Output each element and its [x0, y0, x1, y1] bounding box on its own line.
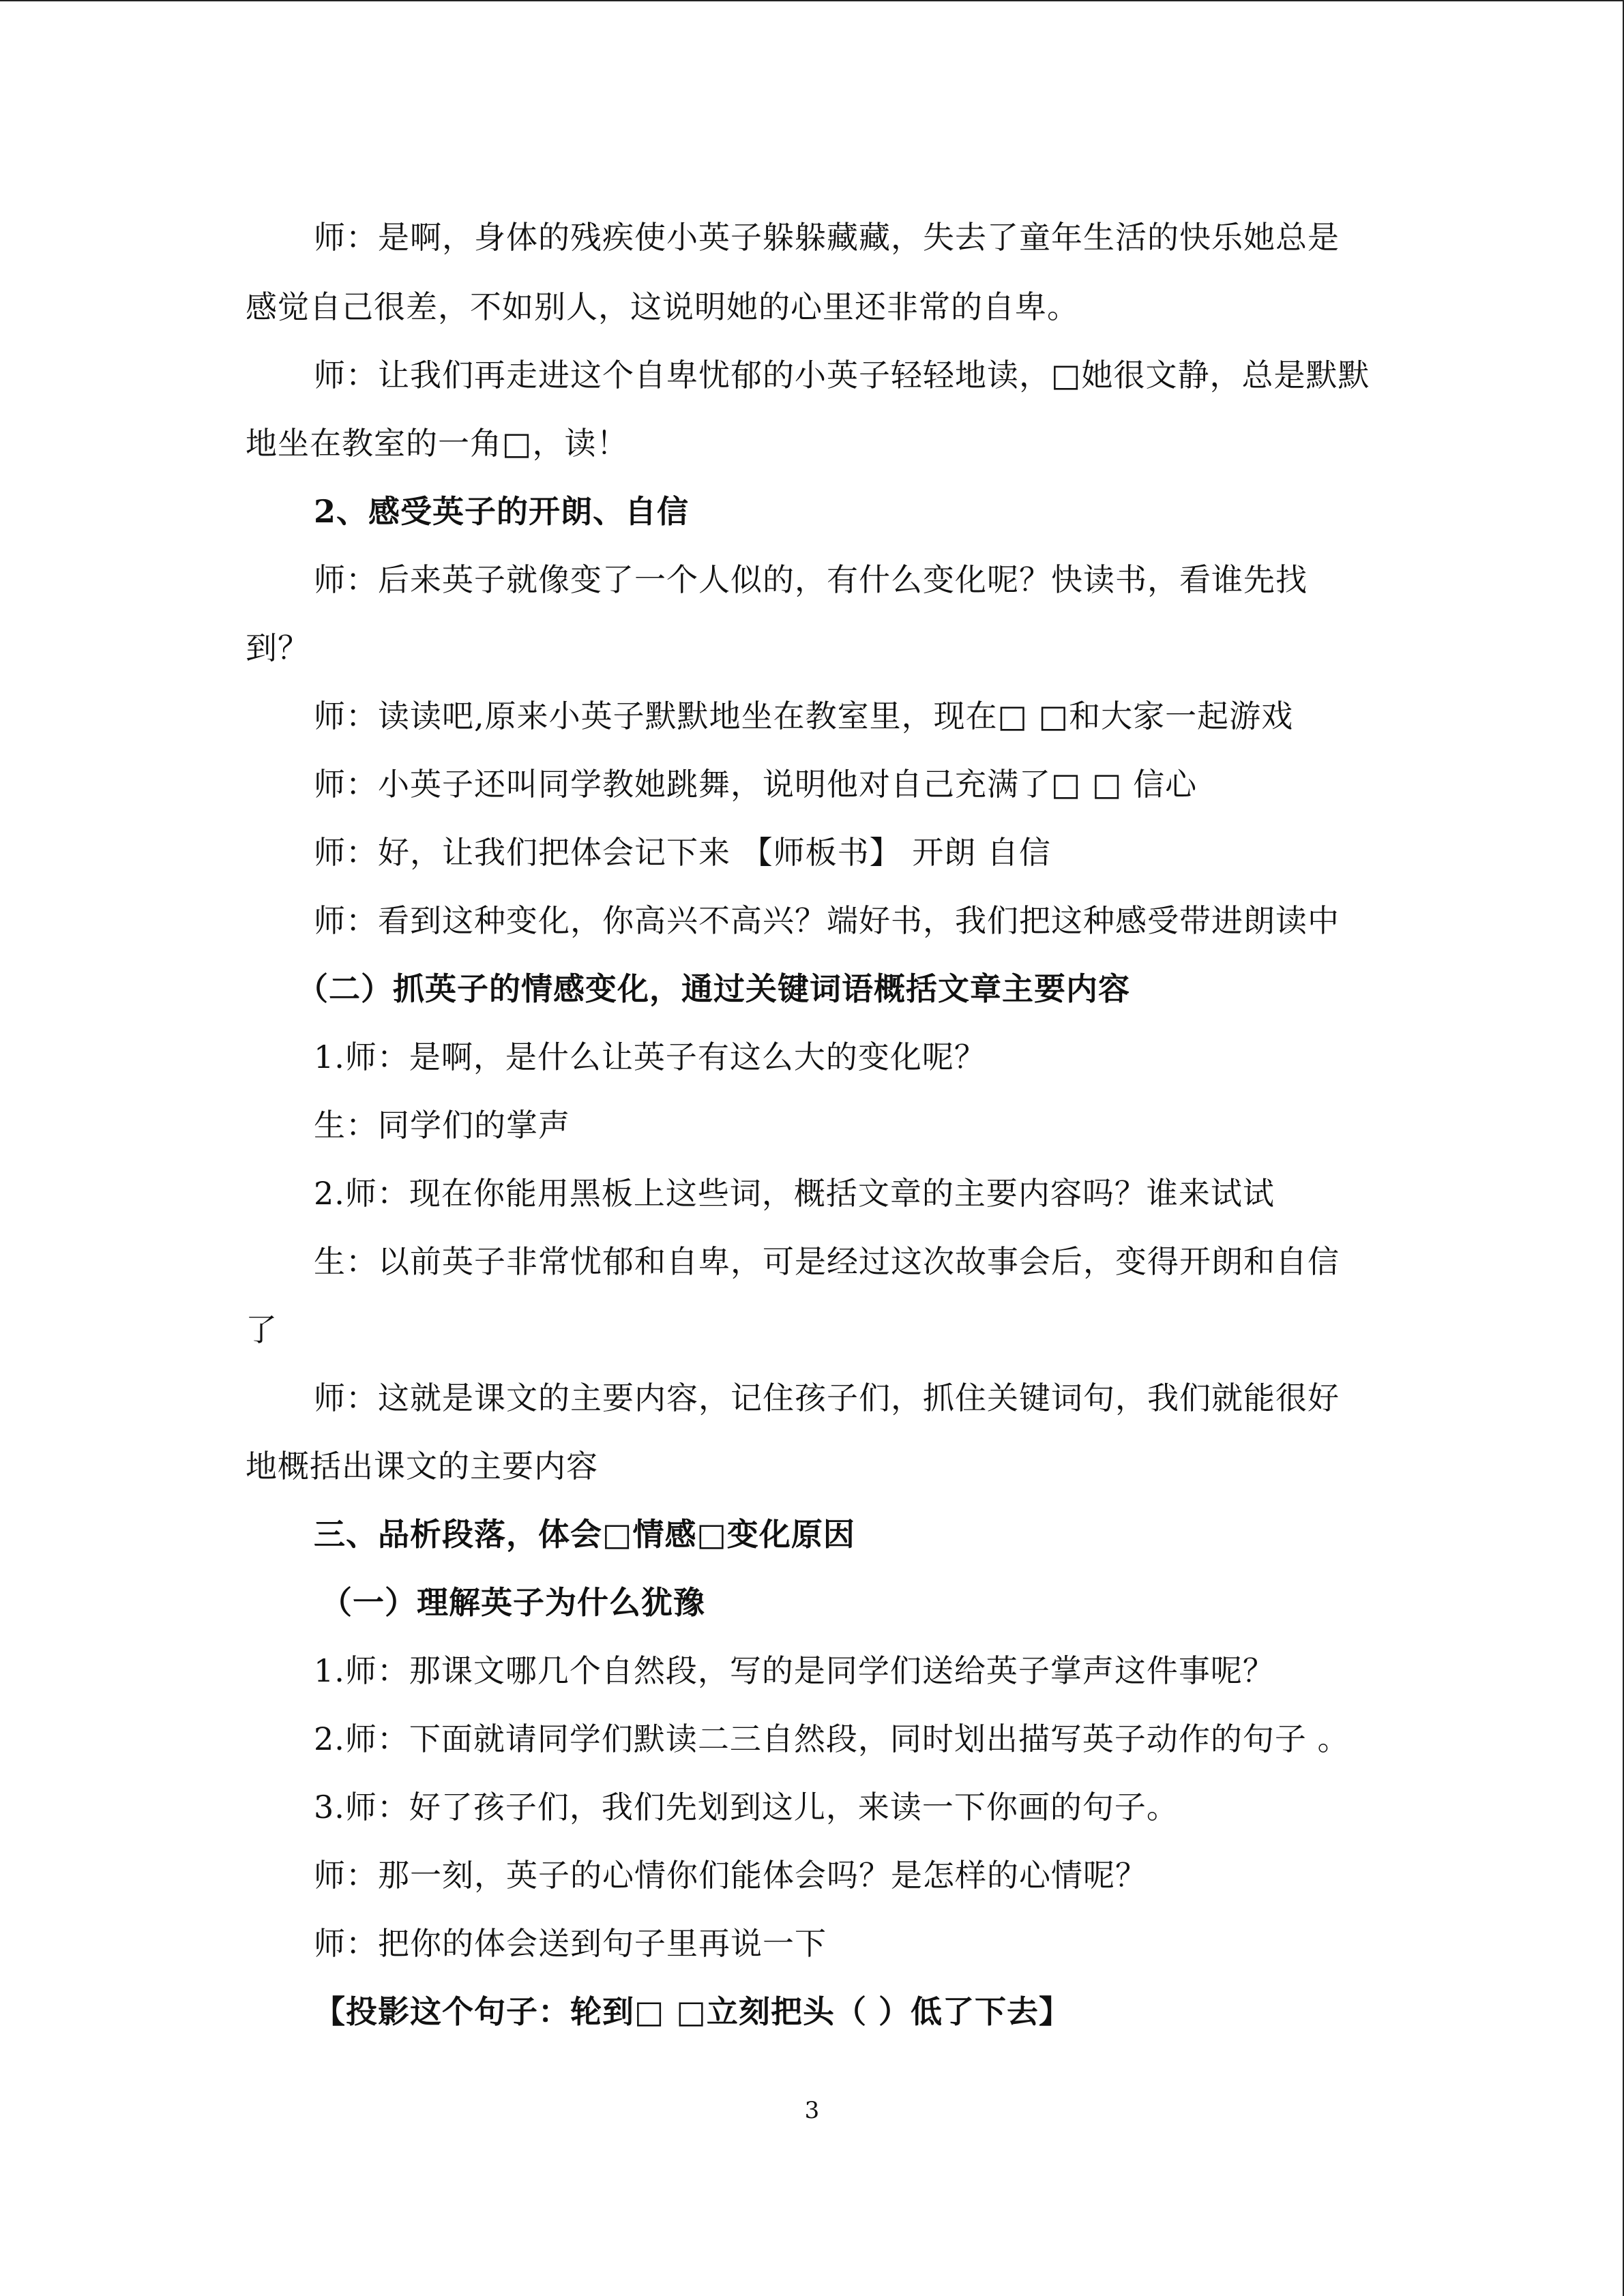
page-number: 3	[804, 2097, 820, 2124]
paragraph-line: 【投影这个句子：轮到□ □立刻把头（ ）低了下去】	[314, 1993, 1071, 2030]
paragraph-line: 2.师：下面就请同学们默读二三自然段，同时划出描写英子动作的句子 。	[314, 1720, 1350, 1757]
paragraph-line: 师：看到这种变化，你高兴不高兴？端好书，我们把这种感受带进朗读中	[314, 902, 1340, 939]
paragraph-line: 3.师：好了孩子们，我们先划到这儿，来读一下你画的句子。	[314, 1789, 1179, 1825]
paragraph-line: 师：是啊，身体的残疾使小英子躲躲藏藏，失去了童年生活的快乐她总是	[314, 219, 1340, 256]
section-heading: （一）理解英子为什么犹豫	[321, 1584, 705, 1621]
paragraph-line: 师：把你的体会送到句子里再说一下	[314, 1925, 827, 1962]
paragraph-line: 师：小英子还叫同学教她跳舞，说明他对自己充满了□ □ 信心	[314, 766, 1198, 803]
paragraph-line: 师：好，让我们把体会记下来 【师板书】 开朗 自信	[314, 834, 1051, 871]
section-heading: 三、品析段落，体会□情感□变化原因	[314, 1516, 855, 1553]
paragraph-line: 师：那一刻，英子的心情你们能体会吗？是怎样的心情呢？	[314, 1857, 1147, 1894]
paragraph-line: 师：后来英子就像变了一个人似的，有什么变化呢？快读书，看谁先找	[314, 561, 1308, 598]
paragraph-line: 师：读读吧,原来小英子默默地坐在教室里，现在□ □和大家一起游戏	[314, 698, 1294, 734]
paragraph-line: 1.师：是啊，是什么让英子有这么大的变化呢？	[314, 1039, 986, 1075]
section-heading: （二）抓英子的情感变化，通过关键词语概括文章主要内容	[297, 970, 1130, 1007]
section-heading: 2、感受英子的开朗、自信	[314, 493, 690, 530]
paragraph-line: 到？	[246, 629, 310, 666]
paragraph-line: 地概括出课文的主要内容	[246, 1448, 598, 1485]
paragraph-line: 生：同学们的掌声	[314, 1107, 570, 1144]
paragraph-line: 2.师：现在你能用黑板上这些词，概括文章的主要内容吗？谁来试试	[314, 1175, 1275, 1212]
paragraph-line: 1.师：那课文哪几个自然段，写的是同学们送给英子掌声这件事呢？	[314, 1652, 1275, 1689]
paragraph-line: 师：这就是课文的主要内容，记住孩子们，抓住关键词句，我们就能很好	[314, 1380, 1340, 1416]
paragraph-line: 感觉自己很差，不如别人，这说明她的心里还非常的自卑。	[246, 288, 1079, 325]
paragraph-line: 地坐在教室的一角□，读！	[246, 425, 629, 462]
document-page	[246, 0, 1391, 2296]
paragraph-line: 了	[246, 1311, 278, 1348]
paragraph-line: 师：让我们再走进这个自卑忧郁的小英子轻轻地读，□她很文静，总是默默	[314, 357, 1370, 393]
paragraph-line: 生：以前英子非常忧郁和自卑，可是经过这次故事会后，变得开朗和自信	[314, 1243, 1340, 1280]
